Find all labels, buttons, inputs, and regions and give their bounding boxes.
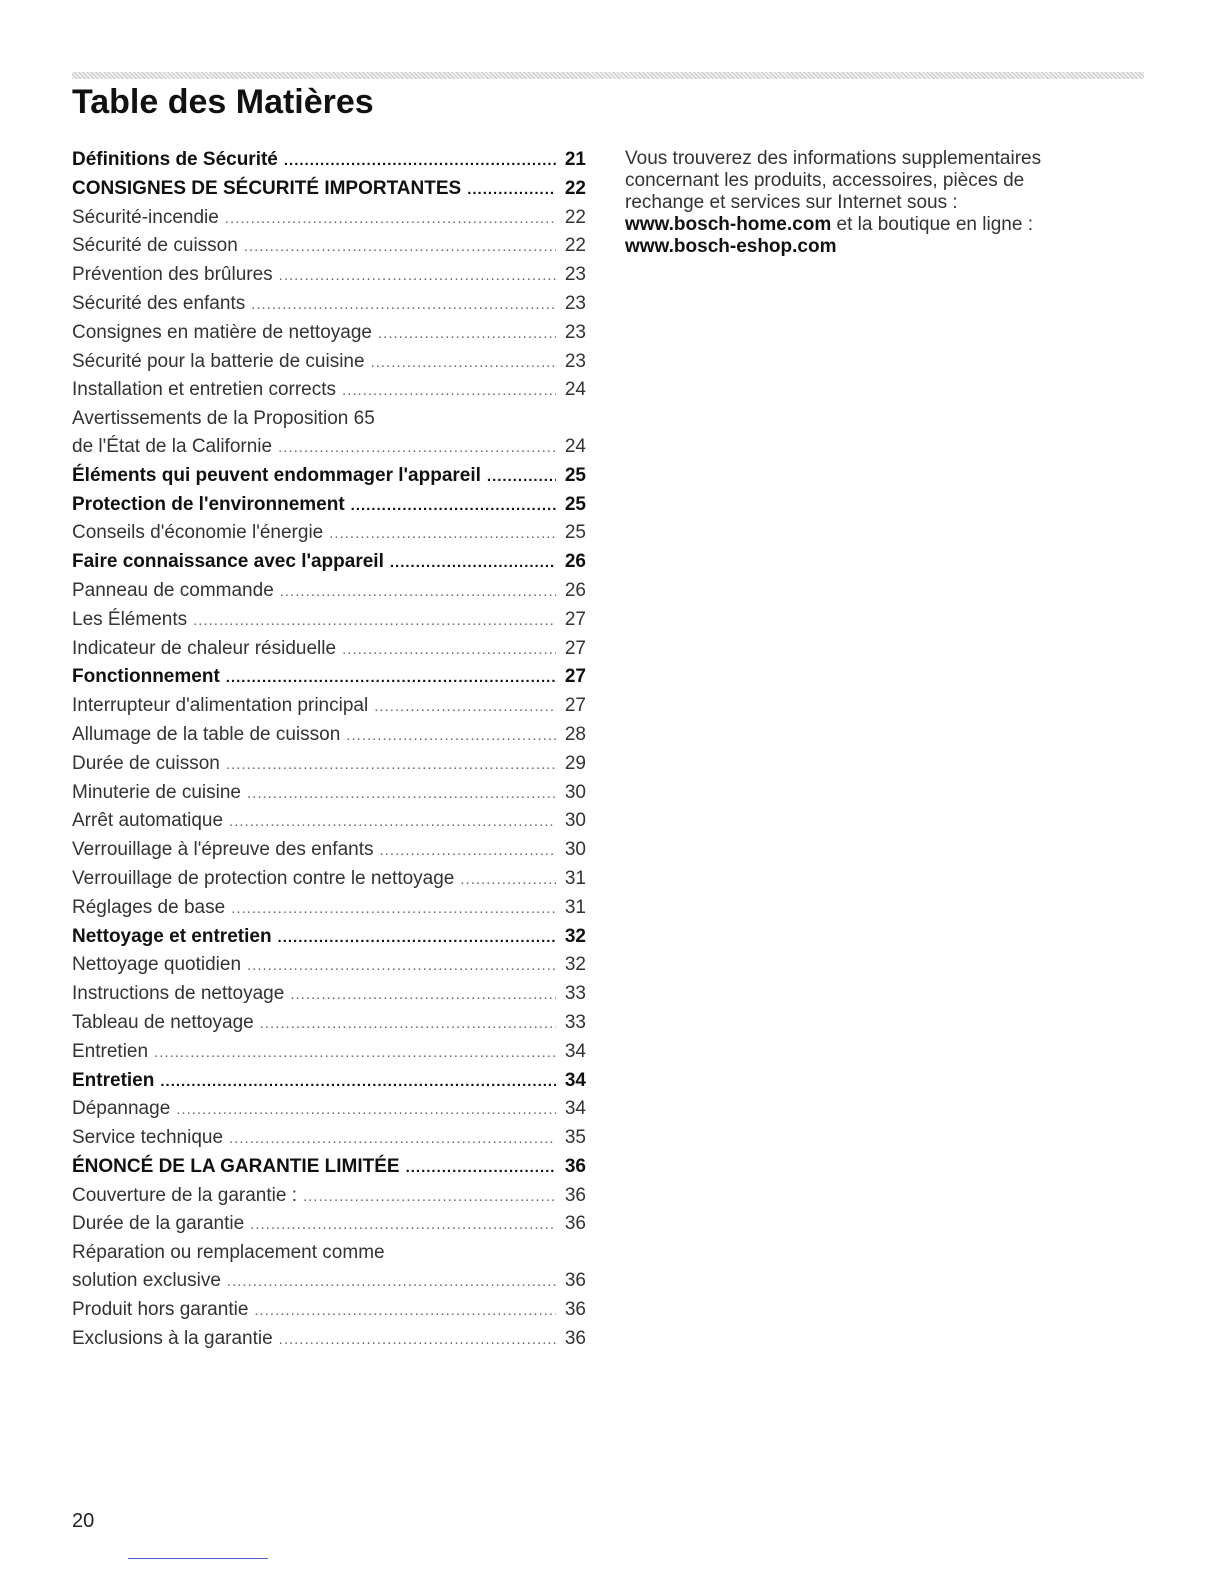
toc-entry-page-number: 23 <box>564 292 586 314</box>
toc-entry-title: Nettoyage et entretien <box>72 925 272 947</box>
toc-entry[interactable] <box>72 1296 586 1325</box>
toc-entry-page-number: 27 <box>564 695 586 717</box>
dot-leader <box>279 1326 556 1354</box>
toc-entry-line <box>72 548 586 577</box>
toc-entry-line <box>72 951 586 980</box>
dot-leader <box>278 924 556 952</box>
toc-entry-line <box>72 1296 586 1325</box>
dot-leader <box>251 291 556 319</box>
toc-entry-line <box>72 1210 586 1239</box>
toc-entry-title: Installation et entretien corrects <box>72 379 337 401</box>
toc-entry-line <box>72 836 586 865</box>
bosch-home-link[interactable]: www.bosch-home.com <box>625 214 832 235</box>
toc-entry-page-number: 25 <box>564 522 586 544</box>
toc-entry-line <box>72 519 586 548</box>
dot-leader <box>247 780 556 808</box>
page-title: Table des Matières <box>72 83 374 121</box>
toc-entry-page-number: 35 <box>564 1127 586 1149</box>
toc-entry-page-number: 33 <box>564 1011 586 1033</box>
toc-entry-line <box>72 1067 586 1096</box>
toc-entry-page-number: 25 <box>564 493 586 515</box>
bottom-rule <box>128 1558 268 1559</box>
toc-entry[interactable] <box>72 692 586 721</box>
toc-entry-line <box>72 204 586 233</box>
toc-entry-title: Sécurité pour la batterie de cuisine <box>72 350 365 372</box>
toc-entry-page-number: 22 <box>564 206 586 228</box>
toc-entry-title: solution exclusive <box>72 1270 221 1292</box>
toc-entry-page-number: 27 <box>564 666 586 688</box>
toc-entry-line <box>72 1124 586 1153</box>
toc-entry[interactable] <box>72 146 586 175</box>
toc-entry[interactable] <box>72 779 586 808</box>
toc-entry-page-number: 23 <box>564 264 586 286</box>
toc-entry-title: Définitions de Sécurité <box>72 149 278 170</box>
toc-entry[interactable] <box>72 635 586 664</box>
toc-entry-title: Durée de la garantie <box>72 1213 245 1235</box>
toc-entry[interactable] <box>72 348 586 377</box>
toc-entry[interactable] <box>72 1038 586 1067</box>
toc-entry-line <box>72 146 586 175</box>
toc-entry[interactable] <box>72 1182 586 1211</box>
toc-entry-title: Minuterie de cuisine <box>72 781 241 803</box>
toc-entry[interactable] <box>72 865 586 894</box>
dot-leader <box>244 233 556 261</box>
dot-leader <box>279 262 556 290</box>
dot-leader <box>329 520 556 548</box>
toc-entry-title: Tableau de nettoyage <box>72 1011 254 1033</box>
toc-entry[interactable] <box>72 261 586 290</box>
toc-entry[interactable] <box>72 1067 586 1096</box>
toc-entry-line <box>72 635 586 664</box>
toc-entry[interactable] <box>72 663 586 692</box>
toc-entry[interactable] <box>72 491 586 520</box>
toc-entry[interactable] <box>72 1124 586 1153</box>
toc-entry-title: de l'État de la Californie <box>72 435 273 457</box>
dot-leader <box>254 1297 556 1325</box>
toc-entry[interactable] <box>72 721 586 750</box>
toc-entry-page-number: 31 <box>564 896 586 918</box>
dot-leader <box>303 1183 556 1211</box>
toc-entry-title: Fonctionnement <box>72 666 220 688</box>
toc-entry[interactable] <box>72 1095 586 1124</box>
dot-leader <box>231 895 556 923</box>
toc-entry-page-number: 36 <box>564 1155 586 1177</box>
side-note-line <box>625 236 1095 258</box>
toc-entry-title: Conseils d'économie l'énergie <box>72 522 324 544</box>
toc-entry[interactable] <box>72 836 586 865</box>
dot-leader <box>176 1096 556 1124</box>
toc-entry-page-number: 22 <box>564 177 586 199</box>
toc-entry[interactable] <box>72 1153 586 1182</box>
toc-entry[interactable] <box>72 462 586 491</box>
dot-leader <box>378 320 556 348</box>
toc-entry-page-number: 30 <box>564 781 586 803</box>
toc-entry-page-number: 27 <box>564 608 586 630</box>
toc-entry-line <box>72 232 586 261</box>
toc-entry-line <box>72 175 586 204</box>
toc-entry-line <box>72 261 586 290</box>
toc-entry-title: Arrêt automatique <box>72 810 224 832</box>
toc-entry-page-number: 32 <box>564 954 586 976</box>
toc-entry-page-number: 34 <box>564 1069 586 1091</box>
dot-leader <box>247 952 556 980</box>
dot-leader <box>342 377 556 405</box>
toc-entry[interactable] <box>72 1325 586 1354</box>
toc-entry-page-number: 34 <box>564 1098 586 1120</box>
dot-leader <box>160 1068 556 1096</box>
toc-entry-page-number: 27 <box>564 637 586 659</box>
dot-leader <box>193 607 556 635</box>
toc-entry-page-number: 26 <box>564 579 586 601</box>
dot-leader <box>290 981 556 1009</box>
toc-entry-title: Exclusions à la garantie <box>72 1327 273 1349</box>
toc-entry-page-number: 23 <box>564 350 586 372</box>
toc-entry-line <box>72 290 586 319</box>
toc-entry-page-number: 31 <box>564 867 586 889</box>
toc-entry-page-number: 29 <box>564 752 586 774</box>
side-note-text: et la boutique en ligne : <box>831 214 1033 235</box>
dot-leader <box>280 578 556 606</box>
toc-entry-page-number: 23 <box>564 321 586 343</box>
dot-leader <box>250 1211 556 1239</box>
toc-entry-title: Durée de cuisson <box>72 752 220 774</box>
toc-entry-line <box>72 1182 586 1211</box>
toc-entry-line <box>72 1095 586 1124</box>
toc-entry-line <box>72 1153 586 1182</box>
toc-entry[interactable] <box>72 1009 586 1038</box>
toc-entry-title-line: Réparation ou remplacement comme <box>72 1242 385 1264</box>
table-of-contents <box>72 146 586 1353</box>
toc-entry-page-number: 36 <box>564 1327 586 1349</box>
toc-entry-title: Réglages de base <box>72 896 226 918</box>
toc-entry-title: Interrupteur d'alimentation principal <box>72 695 369 717</box>
toc-entry[interactable] <box>72 577 586 606</box>
toc-entry-page-number: 33 <box>564 983 586 1005</box>
dot-leader <box>225 205 556 233</box>
dot-leader <box>346 722 556 750</box>
dot-leader <box>371 349 556 377</box>
dot-leader <box>390 549 556 577</box>
toc-entry[interactable] <box>72 376 586 405</box>
toc-entry[interactable] <box>72 750 586 779</box>
dot-leader <box>260 1010 556 1038</box>
toc-entry-line <box>72 348 586 377</box>
toc-entry[interactable] <box>72 175 586 204</box>
toc-entry-page-number: 36 <box>564 1270 586 1292</box>
toc-entry[interactable] <box>72 232 586 261</box>
toc-entry-title: Prévention des brûlures <box>72 264 273 286</box>
dot-leader <box>226 664 556 692</box>
toc-entry[interactable] <box>72 204 586 233</box>
toc-entry-title: Verrouillage de protection contre le nettoyage <box>72 867 455 889</box>
toc-entry-line <box>72 750 586 779</box>
toc-entry[interactable] <box>72 923 586 952</box>
dot-leader <box>229 1125 556 1153</box>
toc-entry-page-number: 25 <box>564 464 586 486</box>
toc-entry-line <box>72 376 586 405</box>
toc-entry-title: CONSIGNES DE SÉCURITÉ IMPORTANTES <box>72 177 462 199</box>
toc-entry-page-number: 24 <box>564 379 586 401</box>
toc-entry-title: Faire connaissance avec l'appareil <box>72 551 384 573</box>
toc-entry-line <box>72 606 586 635</box>
dot-leader <box>154 1039 556 1067</box>
toc-entry[interactable] <box>72 807 586 836</box>
toc-entry-page-number: 36 <box>564 1213 586 1235</box>
toc-entry-page-number: 36 <box>564 1298 586 1320</box>
toc-entry-line <box>72 433 586 462</box>
dot-leader <box>227 1268 556 1296</box>
toc-entry-page-number: 28 <box>564 723 586 745</box>
toc-entry-title: Protection de l'environnement <box>72 493 345 515</box>
toc-entry-line <box>72 491 586 520</box>
toc-entry-line <box>72 865 586 894</box>
toc-entry[interactable] <box>72 1210 586 1239</box>
toc-entry[interactable] <box>72 951 586 980</box>
toc-entry-title: Service technique <box>72 1127 224 1149</box>
toc-entry-title: Nettoyage quotidien <box>72 954 242 976</box>
toc-entry-page-number: 24 <box>564 435 586 457</box>
toc-entry-title: Les Éléments <box>72 608 188 630</box>
toc-entry-line <box>72 319 586 348</box>
toc-entry-title: Panneau de commande <box>72 579 274 601</box>
toc-entry-line <box>72 807 586 836</box>
dot-leader <box>487 463 556 491</box>
toc-entry-page-number: 22 <box>564 235 586 257</box>
toc-entry-title: Produit hors garantie <box>72 1298 249 1320</box>
page-number: 20 <box>72 1510 95 1532</box>
toc-entry-title: Sécurité des enfants <box>72 292 246 314</box>
toc-entry-line <box>72 894 586 923</box>
toc-entry-line <box>72 692 586 721</box>
toc-entry[interactable] <box>72 894 586 923</box>
dot-leader <box>351 492 556 520</box>
dot-leader <box>278 434 556 462</box>
toc-entry-line <box>72 663 586 692</box>
toc-entry-title: ÉNONCÉ DE LA GARANTIE LIMITÉE <box>72 1155 400 1177</box>
dot-leader <box>374 693 556 721</box>
side-note <box>625 148 1095 258</box>
toc-entry-title: Dépannage <box>72 1098 171 1120</box>
toc-entry-title: Allumage de la table de cuisson <box>72 723 341 745</box>
dot-leader <box>284 147 556 175</box>
toc-entry-title: Entretien <box>72 1069 155 1091</box>
side-note-line: Vous trouverez des informations supplementaires <box>625 148 1042 169</box>
toc-entry-line <box>72 1267 586 1296</box>
toc-entry-title: Instructions de nettoyage <box>72 983 285 1005</box>
dot-leader <box>467 176 556 204</box>
toc-entry-page-number: 32 <box>564 925 586 947</box>
side-note-line: concernant les produits, accessoires, pièces de <box>625 170 1025 191</box>
toc-entry-line <box>72 577 586 606</box>
toc-entry[interactable] <box>72 290 586 319</box>
toc-entry[interactable] <box>72 519 586 548</box>
toc-entry-page-number: 36 <box>564 1184 586 1206</box>
toc-entry-page-number: 21 <box>564 149 586 170</box>
side-note-line <box>625 214 1095 236</box>
toc-entry-line <box>72 1325 586 1354</box>
toc-entry-title: Entretien <box>72 1040 149 1062</box>
toc-entry-line <box>72 923 586 952</box>
dot-leader <box>460 866 556 894</box>
toc-entry-page-number: 30 <box>564 839 586 861</box>
top-decorative-rule <box>72 72 1144 79</box>
toc-entry-title: Sécurité-incendie <box>72 206 219 228</box>
toc-entry[interactable] <box>72 980 586 1009</box>
toc-entry-title: Sécurité de cuisson <box>72 235 238 257</box>
toc-entry[interactable] <box>72 405 586 462</box>
dot-leader <box>406 1154 556 1182</box>
toc-entry-page-number: 26 <box>564 551 586 573</box>
toc-entry-page-number: 34 <box>564 1040 586 1062</box>
toc-entry[interactable] <box>72 319 586 348</box>
toc-entry-title: Consignes en matière de nettoyage <box>72 321 372 343</box>
toc-entry-line <box>72 779 586 808</box>
toc-entry[interactable] <box>72 548 586 577</box>
dot-leader <box>226 751 556 779</box>
toc-entry-line <box>72 1009 586 1038</box>
toc-entry-line <box>72 980 586 1009</box>
toc-entry-title-line: Avertissements de la Proposition 65 <box>72 408 375 430</box>
bosch-eshop-link[interactable]: www.bosch-eshop.com <box>625 236 837 257</box>
side-note-line: rechange et services sur Internet sous : <box>625 192 958 213</box>
toc-entry-title: Éléments qui peuvent endommager l'appareil <box>72 464 481 486</box>
toc-entry[interactable] <box>72 606 586 635</box>
dot-leader <box>229 808 556 836</box>
toc-entry-line <box>72 462 586 491</box>
toc-entry-line <box>72 1038 586 1067</box>
toc-entry-title: Verrouillage à l'épreuve des enfants <box>72 839 374 861</box>
toc-entry[interactable] <box>72 1239 586 1296</box>
toc-entry-page-number: 30 <box>564 810 586 832</box>
toc-entry-title: Couverture de la garantie : <box>72 1184 297 1206</box>
dot-leader <box>342 636 556 664</box>
toc-entry-line <box>72 721 586 750</box>
toc-entry-title: Indicateur de chaleur résiduelle <box>72 637 337 659</box>
dot-leader <box>380 837 557 865</box>
